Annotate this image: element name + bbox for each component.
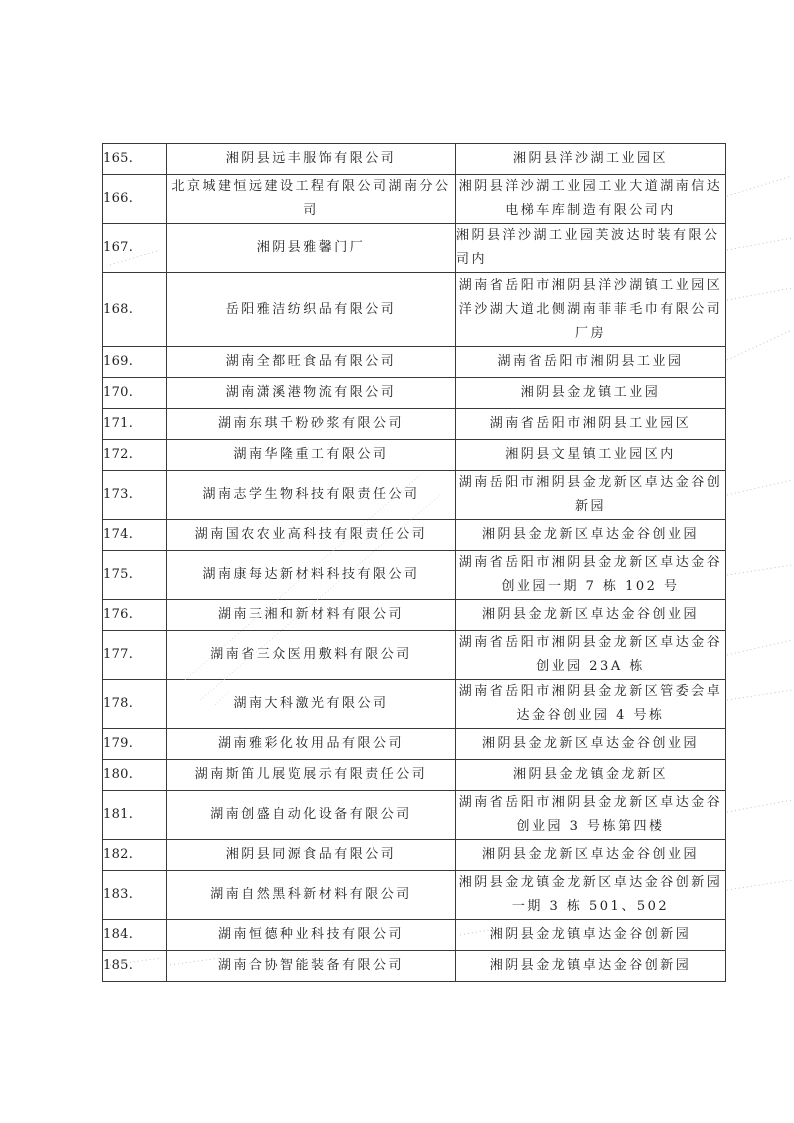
company-address: 湖南岳阳市湘阴县金龙新区卓达金谷创新园 [456,471,726,520]
table-row [103,347,726,378]
company-address: 湘阴县金龙新区卓达金谷创业园 [456,840,726,871]
table-row [103,409,726,440]
row-number: 168. [103,273,167,347]
row-number: 166. [103,175,167,224]
row-number: 185. [103,951,167,982]
dotted-artifact-line [727,565,792,575]
company-name: 湘阴县远丰服饰有限公司 [167,144,456,175]
company-name: 湖南省三众医用敷料有限公司 [167,631,456,680]
company-address: 湘阴县金龙新区卓达金谷创业园 [456,520,726,551]
company-address: 湖南省岳阳市湘阴县金龙新区卓达金谷创业园 3 号栋第四楼 [456,791,726,840]
table-row [103,224,726,273]
row-number: 176. [103,600,167,631]
row-number: 177. [103,631,167,680]
dotted-artifact-line [727,288,792,300]
row-number: 172. [103,440,167,471]
table-row [103,631,726,680]
company-address: 湖南省岳阳市湘阴县金龙新区管委会卓达金谷创业园 4 号栋 [456,680,726,729]
row-number: 180. [103,760,167,791]
row-number: 171. [103,409,167,440]
dotted-artifact-line [727,800,792,812]
table-row [103,760,726,791]
table-row [103,144,726,175]
company-address: 湖南省岳阳市湘阴县工业园区 [456,409,726,440]
company-address: 湘阴县洋沙湖工业园工业大道湖南信达电梯车库制造有限公司内 [456,175,726,224]
dotted-artifact-line [727,480,792,495]
dotted-artifact-line [727,640,792,655]
company-name: 湖南自然黑科新材料有限公司 [167,871,456,920]
company-name: 湖南康每达新材料科技有限公司 [167,551,456,600]
row-number: 173. [103,471,167,520]
table-row [103,378,726,409]
company-name: 湖南创盛自动化设备有限公司 [167,791,456,840]
company-name: 湖南华隆重工有限公司 [167,440,456,471]
table-row [103,440,726,471]
row-number: 179. [103,729,167,760]
company-name: 湖南斯笛儿展览展示有限责任公司 [167,760,456,791]
company-address: 湖南省岳阳市湘阴县金龙新区卓达金谷创业园一期 7 栋 102 号 [456,551,726,600]
dotted-artifact-line [727,880,792,890]
company-address: 湘阴县金龙新区卓达金谷创业园 [456,729,726,760]
row-number: 183. [103,871,167,920]
table-row [103,471,726,520]
table-row [103,273,726,347]
company-name: 湖南全都旺食品有限公司 [167,347,456,378]
table-row [103,840,726,871]
company-name: 湖南志学生物科技有限责任公司 [167,471,456,520]
company-name: 湖南国农农业高科技有限责任公司 [167,520,456,551]
company-name: 岳阳雅洁纺织品有限公司 [167,273,456,347]
row-number: 167. [103,224,167,273]
dotted-artifact-line [727,330,792,360]
table-row [103,680,726,729]
company-name: 北京城建恒远建设工程有限公司湖南分公司 [167,175,456,224]
row-number: 165. [103,144,167,175]
table-row [103,871,726,920]
company-address: 湘阴县金龙新区卓达金谷创业园 [456,600,726,631]
company-name: 湖南恒德种业科技有限公司 [167,920,456,951]
company-address: 湘阴县洋沙湖工业园区 [456,144,726,175]
company-address: 湘阴县文星镇工业园区内 [456,440,726,471]
dotted-artifact-line [727,690,792,700]
table-row [103,920,726,951]
company-name: 湖南潇溪港物流有限公司 [167,378,456,409]
table-row [103,175,726,224]
company-address: 湘阴县金龙镇工业园 [456,378,726,409]
table-row [103,951,726,982]
company-address: 湖南省岳阳市湘阴县金龙新区卓达金谷创业园 23A 栋 [456,631,726,680]
company-name: 湘阴县同源食品有限公司 [167,840,456,871]
company-table [102,143,726,982]
company-address: 湖南省岳阳市湘阴县工业园 [456,347,726,378]
row-number: 169. [103,347,167,378]
table-row [103,600,726,631]
table-row [103,729,726,760]
table-row [103,520,726,551]
row-number: 184. [103,920,167,951]
company-address: 湘阴县金龙镇金龙新区 [456,760,726,791]
company-name: 湖南雅彩化妆用品有限公司 [167,729,456,760]
row-number: 174. [103,520,167,551]
dotted-artifact-line [727,238,792,250]
row-number: 170. [103,378,167,409]
company-name: 湘阴县雅馨门厂 [167,224,456,273]
company-name: 湖南合协智能装备有限公司 [167,951,456,982]
company-name: 湖南大科激光有限公司 [167,680,456,729]
row-number: 175. [103,551,167,600]
company-address: 湖南省岳阳市湘阴县洋沙湖镇工业园区洋沙湖大道北侧湖南菲菲毛巾有限公司厂房 [456,273,726,347]
row-number: 178. [103,680,167,729]
company-address: 湘阴县金龙镇卓达金谷创新园 [456,951,726,982]
dotted-artifact-line [727,176,792,196]
company-name: 湖南三湘和新材料有限公司 [167,600,456,631]
company-name: 湖南东琪千粉砂浆有限公司 [167,409,456,440]
table-row [103,551,726,600]
company-address: 湘阴县金龙镇卓达金谷创新园 [456,920,726,951]
table-row [103,791,726,840]
company-address: 湘阴县金龙镇金龙新区卓达金谷创新园一期 3 栋 501、502 [456,871,726,920]
company-address: 湘阴县洋沙湖工业园芙波达时装有限公司内 [456,224,726,273]
row-number: 182. [103,840,167,871]
row-number: 181. [103,791,167,840]
